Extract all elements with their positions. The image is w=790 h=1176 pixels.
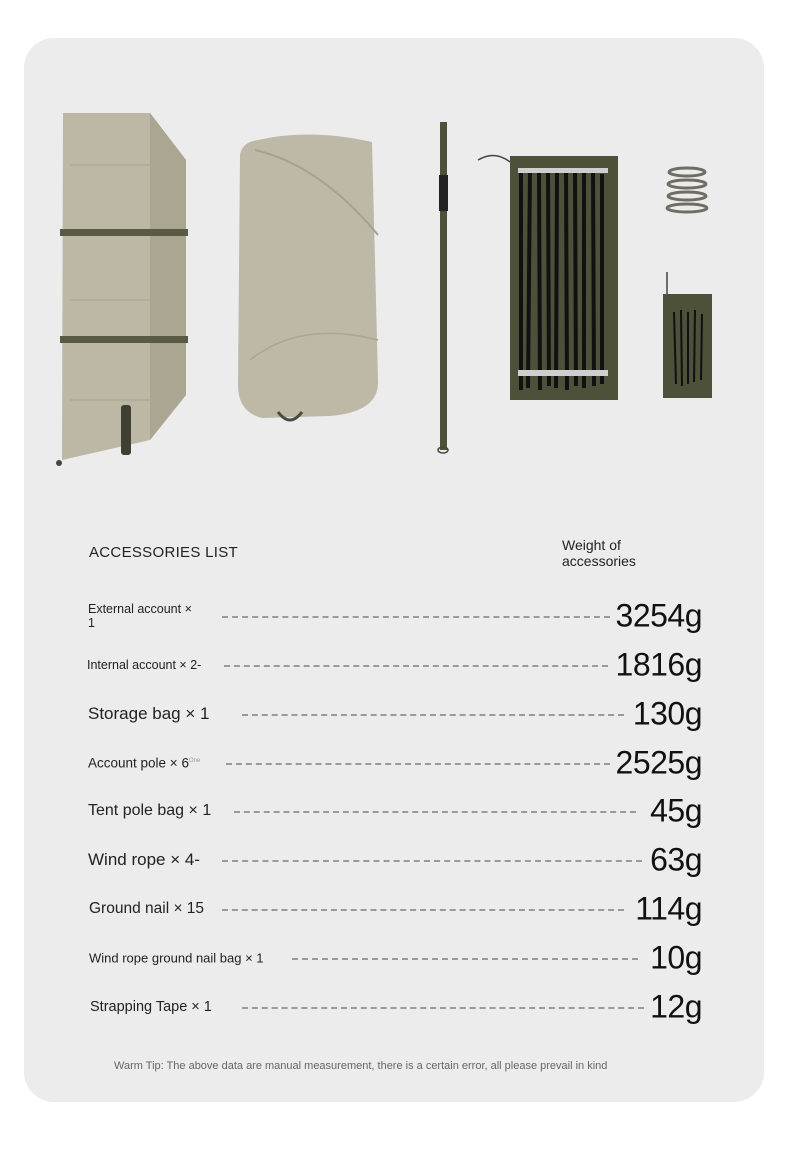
item-name: Internal account × 2- — [87, 658, 202, 672]
product-photo-area — [0, 0, 790, 500]
item-weight: 10g — [650, 939, 702, 976]
accessories-list-title: ACCESSORIES LIST — [89, 544, 239, 561]
item-name — [88, 756, 200, 771]
item-weight: 3254g — [615, 597, 702, 634]
wind-rope-image — [667, 168, 707, 212]
list-item — [88, 743, 702, 783]
dotted-leader — [226, 763, 610, 765]
list-item — [88, 791, 702, 831]
item-name: Wind rope ground nail bag × 1 — [89, 950, 264, 966]
dotted-leader — [242, 1007, 644, 1009]
tent-pole-bag-image — [478, 155, 618, 400]
dotted-leader — [222, 909, 624, 911]
external-account-image — [56, 113, 188, 466]
list-item — [88, 645, 702, 685]
dotted-leader — [222, 860, 642, 862]
item-weight: 63g — [650, 841, 702, 878]
list-item — [88, 987, 702, 1027]
internal-account-image — [238, 134, 378, 420]
item-weight: 114g — [635, 890, 702, 927]
strapping-tape-image — [438, 122, 448, 453]
dotted-leader — [234, 811, 636, 813]
item-name-text: Account pole × 6 — [88, 755, 189, 771]
item-weight: 1816g — [615, 646, 702, 683]
item-name-line1: External account × — [88, 602, 192, 616]
list-item — [88, 596, 702, 636]
dotted-leader — [222, 616, 610, 618]
item-name-line2: 1 — [88, 616, 95, 630]
item-name: Wind rope × 4- — [88, 850, 200, 869]
item-name: Storage bag × 1 — [88, 704, 210, 723]
item-weight: 130g — [632, 695, 702, 732]
dotted-leader — [224, 665, 608, 667]
ground-nail-bag-image — [663, 272, 712, 398]
item-name: Tent pole bag × 1 — [88, 802, 212, 819]
item-name-superscript: One — [188, 758, 201, 764]
weight-column-title — [562, 537, 636, 569]
item-name: Ground nail × 15 — [89, 900, 205, 917]
list-item — [88, 938, 702, 978]
item-weight: 12g — [650, 988, 702, 1025]
weight-title-line1: Weight of — [562, 537, 621, 553]
warm-tip-note: Warm Tip: The above data are manual measurement, there is a certain error, all please prevail in kind — [114, 1060, 608, 1072]
item-name — [88, 602, 192, 630]
item-weight: 2525g — [615, 744, 702, 781]
item-name: Strapping Tape × 1 — [90, 999, 212, 1015]
list-item — [88, 889, 702, 929]
list-item — [88, 840, 702, 880]
dotted-leader — [292, 958, 638, 960]
weight-title-line2: accessories — [562, 553, 636, 569]
list-item — [88, 694, 702, 734]
item-weight: 45g — [650, 792, 702, 829]
dotted-leader — [242, 714, 624, 716]
